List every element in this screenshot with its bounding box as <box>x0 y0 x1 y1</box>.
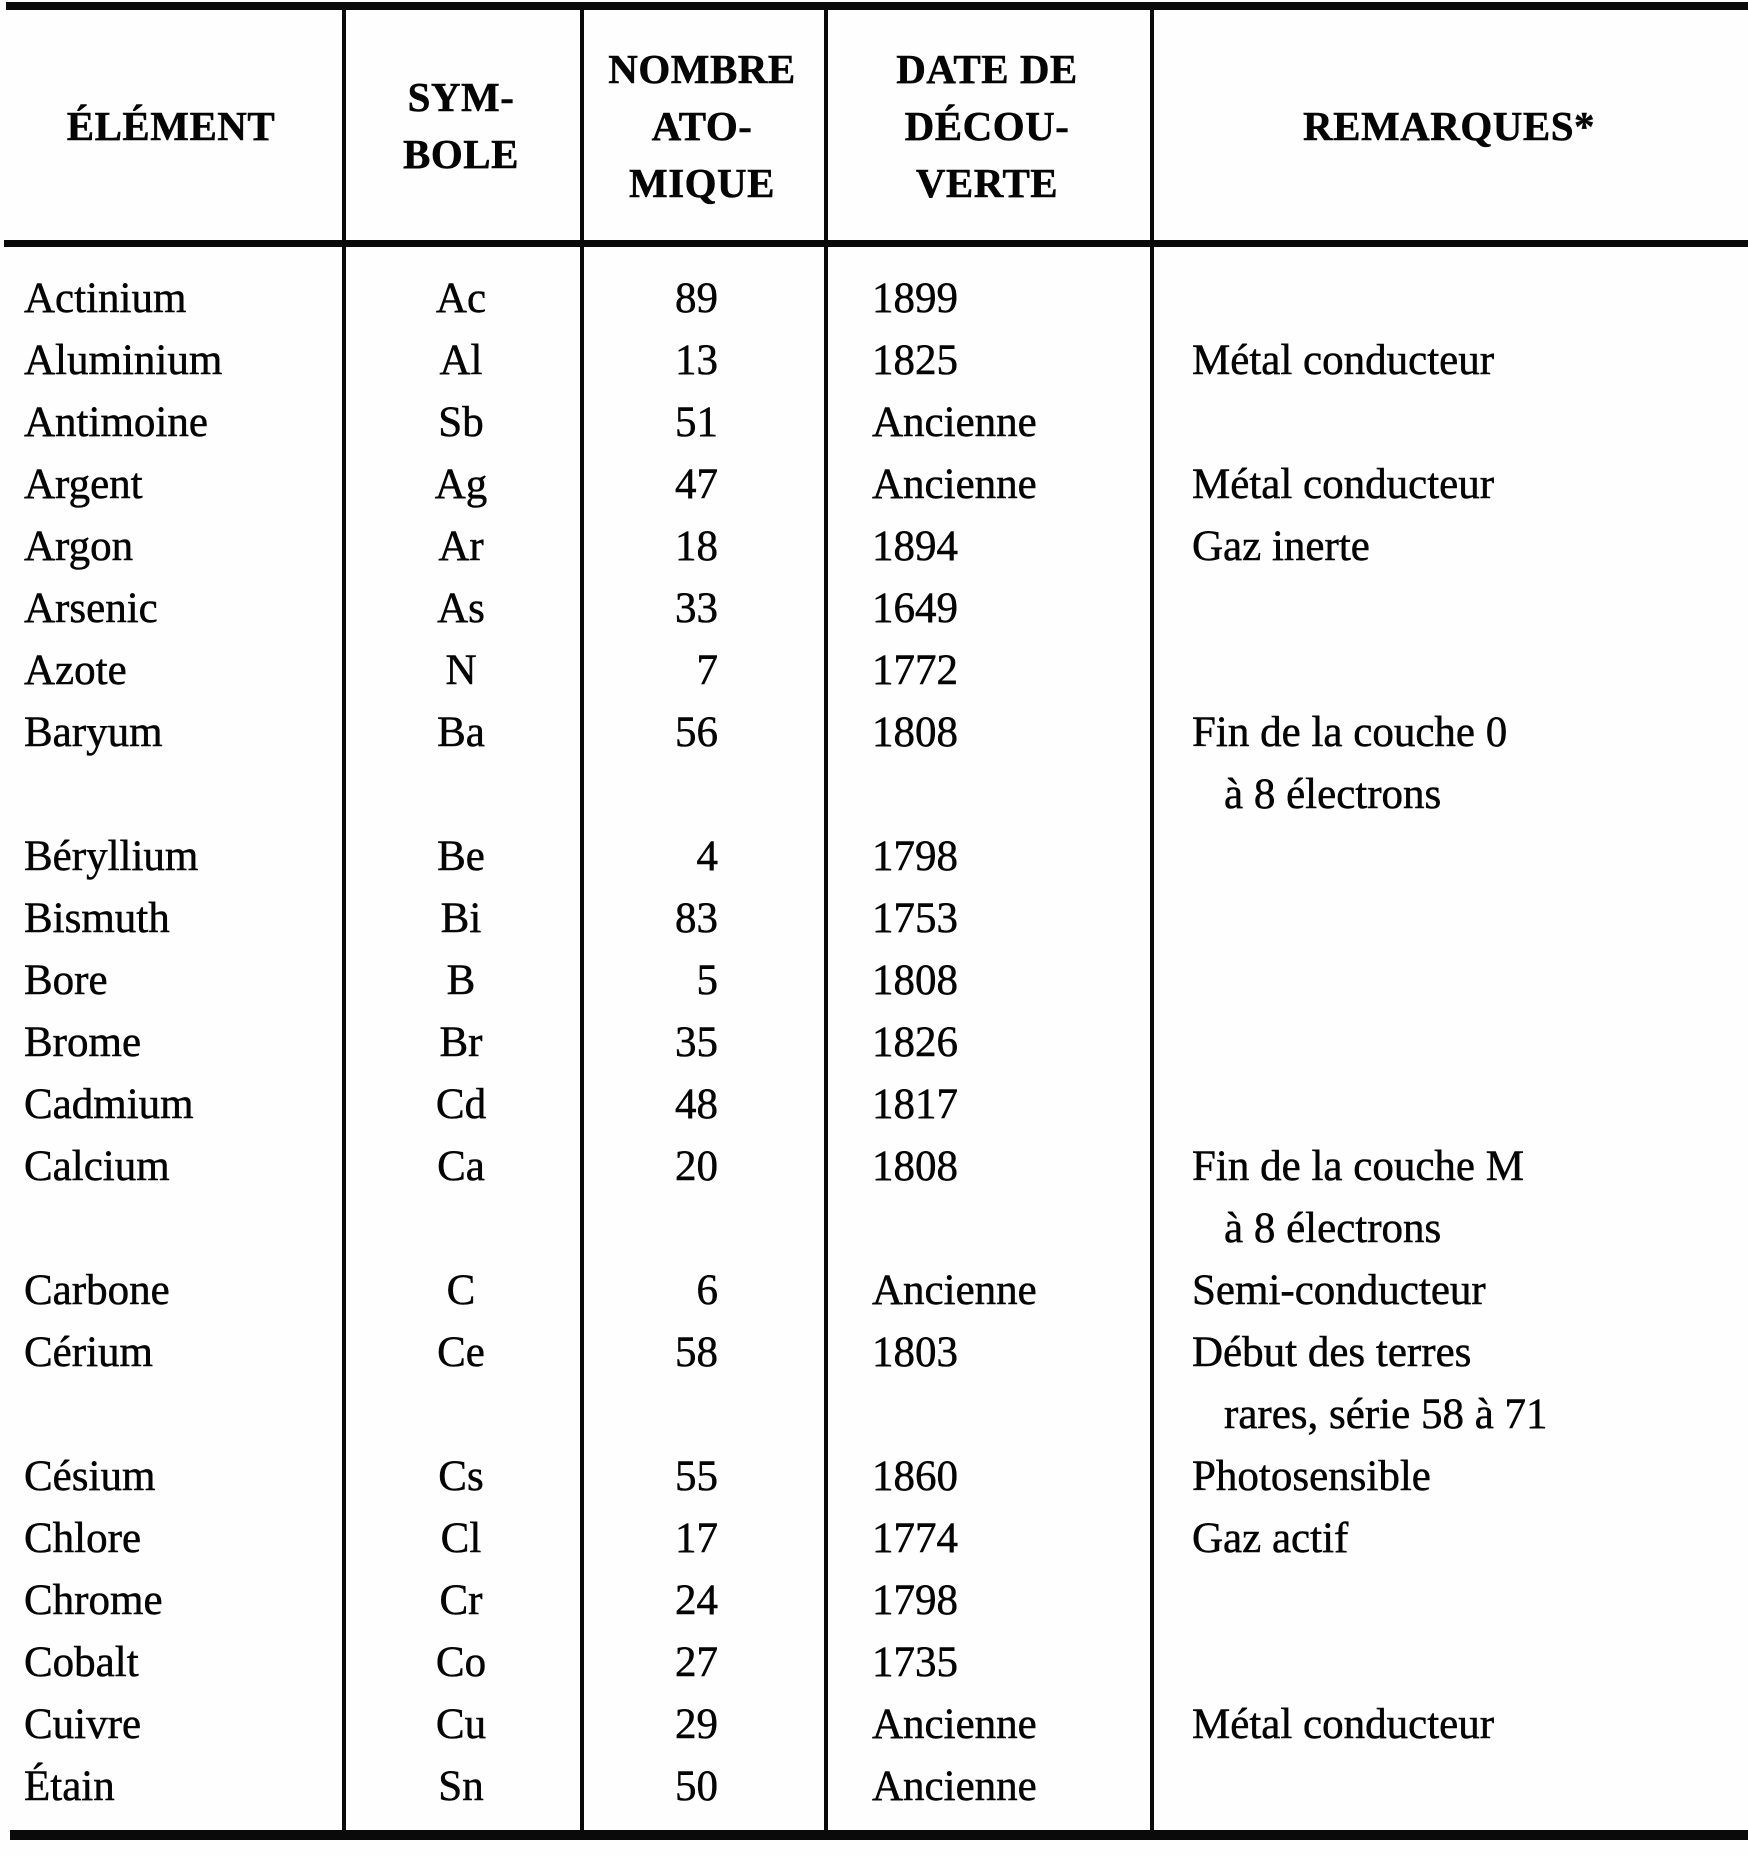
table-row <box>0 702 1748 826</box>
atomic-number: 5 <box>696 957 718 1004</box>
header-symbol <box>346 12 576 240</box>
header-date-line2: DÉCOU- <box>904 102 1070 149</box>
table-row <box>0 1756 1748 1818</box>
remark: Métal conducteur <box>1192 1701 1495 1748</box>
header-remarks-label: REMARQUES* <box>1302 102 1596 149</box>
table-row <box>0 1632 1748 1694</box>
remark: Gaz actif <box>1192 1515 1349 1562</box>
element-symbol: Sb <box>438 399 484 446</box>
table-row <box>0 1260 1748 1322</box>
element-name: Argon <box>24 523 134 570</box>
header-atomic-line3: MIQUE <box>629 159 775 206</box>
element-symbol: C <box>446 1267 476 1314</box>
atomic-number: 51 <box>675 399 718 446</box>
element-symbol: Cu <box>435 1701 487 1748</box>
discovery-date: 1774 <box>872 1515 958 1562</box>
discovery-date: 1798 <box>872 833 958 880</box>
discovery-date: 1808 <box>872 957 958 1004</box>
element-symbol: Br <box>439 1019 483 1066</box>
header-date-line3: VERTE <box>915 159 1059 206</box>
atomic-number: 18 <box>675 523 718 570</box>
element-name: Étain <box>24 1763 115 1810</box>
discovery-date: 1826 <box>872 1019 958 1066</box>
element-symbol: Ag <box>434 461 488 508</box>
atomic-number: 50 <box>675 1763 718 1810</box>
discovery-date: Ancienne <box>872 399 1037 446</box>
element-symbol: Bi <box>440 895 482 942</box>
remark-continued: à 8 électrons <box>1224 1205 1442 1252</box>
remark: Fin de la couche 0 <box>1192 709 1508 756</box>
element-symbol: B <box>446 957 476 1004</box>
table-row <box>0 392 1748 454</box>
atomic-number: 56 <box>675 709 718 756</box>
table-row <box>0 1074 1748 1136</box>
element-symbol: Cs <box>438 1453 484 1500</box>
table-row <box>0 268 1748 330</box>
discovery-date: 1735 <box>872 1639 958 1686</box>
table-row <box>0 1508 1748 1570</box>
atomic-number: 13 <box>675 337 718 384</box>
remark-continued: à 8 électrons <box>1224 771 1442 818</box>
element-name: Arsenic <box>24 585 158 632</box>
discovery-date: Ancienne <box>872 1763 1037 1810</box>
atomic-number: 17 <box>675 1515 718 1562</box>
atomic-number: 29 <box>675 1701 718 1748</box>
header-element <box>0 12 342 240</box>
table-border-bottom <box>10 1830 1748 1840</box>
table-row <box>0 1322 1748 1446</box>
atomic-number: 24 <box>675 1577 718 1624</box>
element-name: Azote <box>24 647 127 694</box>
atomic-number: 58 <box>675 1329 718 1376</box>
atomic-number: 47 <box>675 461 718 508</box>
element-symbol: Ce <box>437 1329 485 1376</box>
element-symbol: As <box>437 585 485 632</box>
table-row <box>0 826 1748 888</box>
element-symbol: Cr <box>439 1577 483 1624</box>
atomic-number: 33 <box>675 585 718 632</box>
header-discovery-date <box>828 12 1146 240</box>
element-name: Cuivre <box>24 1701 142 1748</box>
element-symbol: Ca <box>437 1143 485 1190</box>
header-separator-rule <box>4 240 1748 247</box>
table-row <box>0 888 1748 950</box>
discovery-date: 1808 <box>872 709 958 756</box>
remark-continued: rares, série 58 à 71 <box>1224 1391 1548 1438</box>
element-symbol: Cd <box>435 1081 487 1128</box>
remark: Fin de la couche M <box>1192 1143 1524 1190</box>
remark: Métal conducteur <box>1192 337 1495 384</box>
atomic-number: 27 <box>675 1639 718 1686</box>
header-element-label: ÉLÉMENT <box>66 102 276 149</box>
table-row <box>0 1012 1748 1074</box>
discovery-date: 1772 <box>872 647 958 694</box>
header-atomic-line1: NOMBRE <box>608 45 796 92</box>
element-name: Chlore <box>24 1515 142 1562</box>
header-symbol-line1: SYM- <box>407 74 515 120</box>
discovery-date: 1803 <box>872 1329 958 1376</box>
table-row <box>0 1694 1748 1756</box>
header-atomic-number <box>584 12 820 240</box>
table-body <box>0 268 1748 1818</box>
element-symbol: Ar <box>438 523 484 570</box>
header-atomic-line2: ATO- <box>651 102 753 149</box>
element-name: Bore <box>24 957 108 1004</box>
element-name: Cobalt <box>24 1639 139 1686</box>
element-name: Baryum <box>24 709 163 756</box>
remark: Début des terres <box>1192 1329 1472 1376</box>
discovery-date: 1753 <box>872 895 958 942</box>
element-name: Chrome <box>24 1577 163 1624</box>
table-border-top <box>6 2 1748 10</box>
header-remarks <box>1150 12 1748 240</box>
remark: Gaz inerte <box>1192 523 1370 570</box>
element-name: Béryllium <box>24 833 199 880</box>
element-symbol: N <box>445 647 477 694</box>
atomic-number: 89 <box>675 275 718 322</box>
atomic-number: 6 <box>696 1267 718 1314</box>
element-symbol: Ac <box>435 275 487 322</box>
discovery-date: 1798 <box>872 1577 958 1624</box>
element-name: Aluminium <box>24 337 223 384</box>
header-symbol-line2: BOLE <box>403 131 519 177</box>
element-name: Antimoine <box>24 399 208 446</box>
discovery-date: Ancienne <box>872 1267 1037 1314</box>
atomic-number: 55 <box>675 1453 718 1500</box>
atomic-number: 20 <box>675 1143 718 1190</box>
table-row <box>0 950 1748 1012</box>
element-symbol: Be <box>437 833 485 880</box>
remark: Semi-conducteur <box>1192 1267 1486 1314</box>
remark: Métal conducteur <box>1192 461 1495 508</box>
atomic-number: 83 <box>675 895 718 942</box>
discovery-date: 1817 <box>872 1081 958 1128</box>
table-row <box>0 1446 1748 1508</box>
element-symbol: Sn <box>438 1763 484 1810</box>
discovery-date: Ancienne <box>872 461 1037 508</box>
remark: Photosensible <box>1192 1453 1431 1500</box>
table-row <box>0 1570 1748 1632</box>
atomic-number: 48 <box>675 1081 718 1128</box>
discovery-date: 1825 <box>872 337 958 384</box>
table-row <box>0 454 1748 516</box>
discovery-date: 1860 <box>872 1453 958 1500</box>
element-name: Cadmium <box>24 1081 194 1128</box>
atomic-number: 7 <box>696 647 718 694</box>
element-name: Bismuth <box>24 895 170 942</box>
element-name: Cérium <box>24 1329 153 1376</box>
discovery-date: 1899 <box>872 275 958 322</box>
element-name: Carbone <box>24 1267 170 1314</box>
element-symbol: Cl <box>440 1515 482 1562</box>
element-symbol: Al <box>439 337 483 384</box>
discovery-date: Ancienne <box>872 1701 1037 1748</box>
discovery-date: 1649 <box>872 585 958 632</box>
discovery-date: 1894 <box>872 523 958 570</box>
table-row <box>0 578 1748 640</box>
atomic-number: 35 <box>675 1019 718 1066</box>
element-name: Brome <box>24 1019 142 1066</box>
discovery-date: 1808 <box>872 1143 958 1190</box>
header-date-line1: DATE DE <box>896 45 1078 92</box>
element-name: Actinium <box>24 275 187 322</box>
element-name: Césium <box>24 1453 156 1500</box>
table-row <box>0 640 1748 702</box>
table-row <box>0 1136 1748 1260</box>
table-row <box>0 516 1748 578</box>
element-name: Argent <box>24 461 143 508</box>
atomic-number: 4 <box>696 833 718 880</box>
table-row <box>0 330 1748 392</box>
element-symbol: Ba <box>437 709 485 756</box>
element-symbol: Co <box>435 1639 487 1686</box>
element-name: Calcium <box>24 1143 170 1190</box>
